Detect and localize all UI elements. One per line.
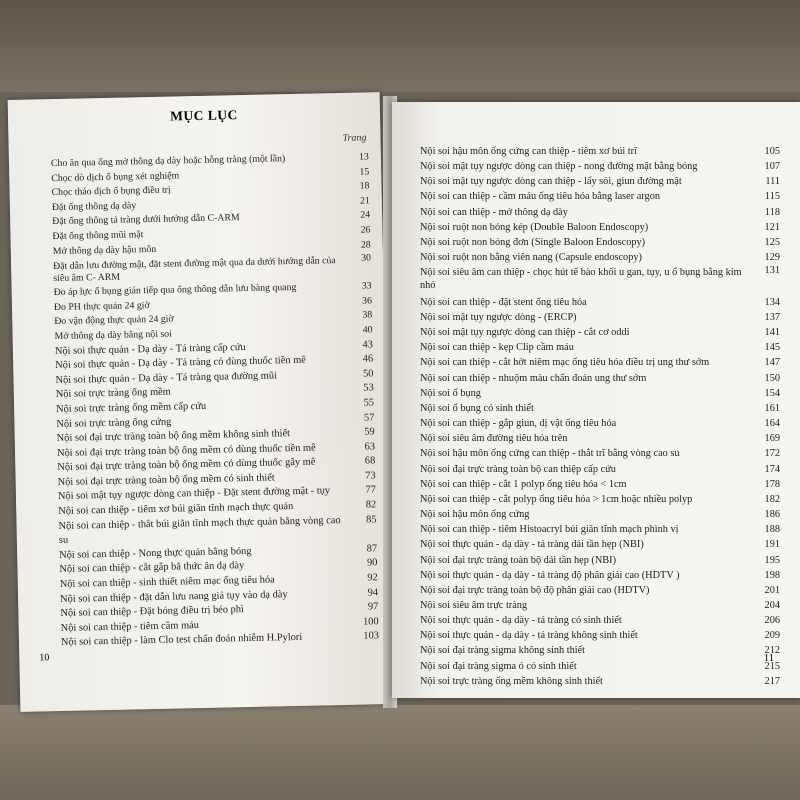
toc-entry <box>420 659 780 674</box>
toc-entry-title: Nội soi mật tụy ngược dòng - (ERCP) <box>420 312 577 323</box>
toc-entry <box>420 643 780 658</box>
toc-entry-title: Nội soi can thiệp - đặt dẫn lưu nang giả tụy vào dạ dày <box>59 588 288 605</box>
toc-entry-page: 100 <box>362 616 379 628</box>
toc-entry-page: 87 <box>366 543 378 555</box>
toc-entry-title: Đặt ống thông tá tràng dưới hướng dẫn C-ARM <box>52 212 240 228</box>
toc-entry <box>420 674 780 689</box>
toc-entry-title: Nội soi can thiệp - thắt búi giãn tĩnh mạch thực quản bằng vòng cao su <box>58 514 341 547</box>
toc-entry-title: Nội soi hậu môn ống cứng can thiệp - thắt trĩ bằng vòng cao su <box>420 448 680 460</box>
toc-entry-title: Đặt dẫn lưu đường mật, đặt stent đường mật qua da dưới hướng dẫn của siêu âm C- ARM <box>53 255 336 284</box>
toc-entry-page: 30 <box>361 252 372 264</box>
right-page <box>392 102 800 698</box>
toc-entry-page: 68 <box>364 455 376 467</box>
toc-entry-page: 131 <box>764 265 780 277</box>
toc-entry-title: Nội soi can thiệp - cắt 1 polyp ống tiêu hóa < 1cm <box>420 478 627 490</box>
toc-entry-title: Nội soi can thiệp - tiêm xơ búi giãn tĩnh mạch thực quản <box>58 501 294 518</box>
toc-entry-page: 201 <box>764 584 780 596</box>
toc-entry-title: Nội soi mật tụy ngược dòng can thiệp - Đặt stent đường mật - tụy <box>57 485 331 503</box>
toc-entry-title: Nội soi thực quản - dạ dày - tá tràng có sinh thiết <box>420 615 622 627</box>
toc-entry <box>420 159 780 174</box>
toc-entry-title: Nội soi đại tràng sigma ó có sinh thiết <box>420 660 577 672</box>
toc-entry-page: 198 <box>764 569 780 581</box>
toc-entry-title: Nội soi trực tràng ống mềm <box>55 386 171 401</box>
toc-entry-title: Nội soi can thiệp - làm Clo test chẩn đoán nhiễm H.Pylori <box>60 632 303 649</box>
toc-entry-page: 63 <box>364 441 376 453</box>
toc-entry-page: 212 <box>764 645 780 657</box>
toc-entry-page: 137 <box>764 312 780 323</box>
toc-entry-title: Nội soi thực quản - dạ dày - tá tràng độ phân giải cao (HDTV ) <box>420 569 680 581</box>
toc-entry-title: Nội soi ruột non bóng đơn (Single Baloon Endoscopy) <box>420 236 646 248</box>
toc-entry <box>420 205 780 220</box>
page-number-left: 10 <box>39 652 50 664</box>
toc-entry-page: 188 <box>764 524 780 536</box>
toc-entry-title: Nội soi đại trực tràng toàn bộ ống mềm có sinh thiết <box>57 472 275 488</box>
toc-entry-title: Nội soi đại trực tràng toàn bộ can thiệp cấp cứu <box>420 463 616 475</box>
toc-entry <box>420 325 780 340</box>
toc-entry-title: Đặt ống thông mũi mật <box>52 229 144 243</box>
toc-entry <box>420 537 780 552</box>
toc-entry <box>420 522 780 537</box>
toc-entry-page: 217 <box>764 675 780 687</box>
toc-entry-title: Nội soi can thiệp - đặt stent ống tiêu hóa <box>420 296 587 308</box>
toc-entry <box>420 583 780 598</box>
toc-entry-page: 111 <box>765 176 780 188</box>
toc-entry-page: 53 <box>363 382 374 394</box>
toc-entry-title: Nội soi đại tràng sigma không sinh thiết <box>420 645 586 657</box>
toc-entry <box>420 477 780 492</box>
toc-entry-page: 107 <box>764 161 780 173</box>
toc-entry <box>420 598 780 613</box>
toc-entry-page: 90 <box>366 557 378 569</box>
toc-entry-page: 161 <box>764 402 780 414</box>
toc-entry-title: Nội soi can thiệp - sinh thiết niêm mạc ống tiêu hóa <box>59 574 275 591</box>
page-number-right: 11 <box>763 653 774 664</box>
background-bottom <box>0 705 800 800</box>
toc-entry <box>420 235 780 250</box>
toc-entry-title: Nội soi trực tràng ống mềm cấp cứu <box>56 400 207 415</box>
toc-entry <box>420 265 780 295</box>
toc-entry-title: Nội soi can thiệp - tiêm Histoacryl búi giãn tĩnh mạch phình vị <box>420 524 679 536</box>
toc-entry-title: Nội soi siêu âm trực tràng <box>420 599 528 611</box>
toc-entry-title: Nội soi siêu âm can thiệp - chọc hút tế bào khối u gan, tụy, u ổ bụng bằng kim nhỏ <box>420 267 742 292</box>
toc-entry-page: 36 <box>362 295 373 307</box>
toc-entry <box>420 613 780 628</box>
toc-entry-page: 174 <box>764 463 780 475</box>
toc-entry-title: Nội soi ruột non bóng kép (Double Baloon Endoscopy) <box>420 221 649 233</box>
toc-entry-page: 26 <box>360 224 371 236</box>
toc-entry-page: 204 <box>764 599 780 611</box>
toc-title: MỤC LỤC <box>170 107 238 124</box>
toc-entry-page: 13 <box>358 151 370 163</box>
toc-entry-title: Nội soi can thiệp - cắt polyp ống tiêu hóa > 1cm hoặc nhiều polyp <box>420 493 693 505</box>
toc-entry-title: Nội soi thực quản - Dạ dày - Tá tràng có dùng thuốc tiền mê <box>55 354 306 372</box>
toc-entry-title: Nội soi trực tràng ống cứng <box>56 416 172 430</box>
page-column-label: Trang <box>342 132 367 144</box>
toc-entry <box>420 371 780 386</box>
toc-entry-page: 115 <box>764 191 780 203</box>
toc-entry <box>420 189 780 204</box>
toc-entry-page: 206 <box>764 615 780 627</box>
right-toc-list <box>420 144 780 689</box>
toc-entry <box>420 144 780 159</box>
toc-entry <box>420 628 780 643</box>
left-toc-list <box>51 150 379 651</box>
toc-entry-title: Nội soi can thiệp - cắt gắp bã thức ăn dạ dày <box>59 560 245 576</box>
toc-entry-page: 28 <box>360 238 371 251</box>
toc-entry-page: 182 <box>764 493 780 505</box>
toc-entry-page: 73 <box>365 470 376 482</box>
toc-entry-title: Nội soi hậu môn ống cứng can thiệp - tiêm xơ búi trĩ <box>420 146 637 157</box>
toc-entry-title: Nội soi thực quản - Dạ dày - Tá tràng qua đường mũi <box>55 370 278 386</box>
toc-entry-page: 18 <box>359 180 370 192</box>
toc-entry-title: Nội soi hậu môn ống cứng <box>420 509 530 521</box>
toc-entry <box>420 446 780 461</box>
toc-entry-title: Nội soi can thiệp - kẹp Clip cầm máu <box>420 342 574 354</box>
toc-entry-title: Nội soi thực quản - Dạ dày - Tá tràng cấp cứu <box>54 341 246 357</box>
toc-entry-page: 94 <box>367 586 379 599</box>
toc-entry-page: 85 <box>365 513 377 526</box>
toc-entry-page: 145 <box>764 342 780 354</box>
toc-entry-title: Đặt ống thông dạ dày <box>51 200 137 213</box>
toc-entry <box>420 386 780 401</box>
toc-entry-page: 215 <box>764 660 780 672</box>
toc-entry-page: 125 <box>764 236 780 248</box>
toc-entry-page: 55 <box>363 397 375 409</box>
toc-entry-title: Nội soi đại trực tràng toàn bộ ống mềm có dùng thuốc gây mê <box>57 456 316 474</box>
toc-entry-page: 118 <box>764 206 780 218</box>
toc-entry-title: Nội soi đại trực tràng toàn bộ ống mềm có dùng thuốc tiền mê <box>56 442 316 459</box>
toc-entry-title: Cho ăn qua ống mở thông dạ dày hoặc hỗng tràng (một lần) <box>50 153 286 170</box>
toc-entry-title: Nội soi ổ bụng có sinh thiết <box>420 402 534 414</box>
toc-entry-page: 172 <box>764 448 780 460</box>
left-page-content <box>50 104 380 649</box>
toc-entry-title: Nội soi can thiệp - tiêm cầm máu <box>60 619 200 634</box>
toc-entry <box>420 310 780 325</box>
toc-entry-page: 50 <box>362 368 374 380</box>
toc-entry <box>420 295 780 310</box>
toc-entry <box>420 355 780 370</box>
toc-entry-page: 150 <box>764 372 780 384</box>
toc-entry-page: 43 <box>362 338 373 351</box>
toc-entry-title: Mở thông dạ dày hậu môn <box>52 243 157 257</box>
toc-entry-title: Nội soi can thiệp - gắp giun, dị vật ống tiêu hóa <box>420 418 617 430</box>
toc-entry <box>420 568 780 583</box>
toc-entry <box>420 174 780 189</box>
toc-entry <box>420 507 780 522</box>
toc-entry-title: Mở thông dạ dày bằng nội soi <box>54 328 172 342</box>
toc-entry-title: Nội soi trực tràng ống mềm không sinh thiết <box>420 675 603 687</box>
toc-entry-page: 92 <box>367 572 378 584</box>
toc-entry-title: Nội soi can thiệp - Nong thực quản bằng bóng <box>59 545 252 561</box>
toc-entry-page: 38 <box>362 309 373 321</box>
toc-entry-title: Nội soi thực quản - dạ dày - tá tràng không sinh thiết <box>420 630 638 642</box>
toc-entry-page: 21 <box>359 195 370 207</box>
toc-entry-page: 129 <box>764 252 780 264</box>
toc-entry-page: 105 <box>764 146 780 157</box>
toc-entry-title: Nội soi thực quản - dạ dày - tá tràng dải tần hẹp (NBI) <box>420 539 644 551</box>
toc-entry-title: Nội soi ổ bụng <box>420 387 481 399</box>
toc-entry <box>420 462 780 477</box>
toc-entry <box>420 220 780 235</box>
toc-entry-title: Nội soi mật tụy ngược dòng can thiệp - cắt cơ oddi <box>420 327 630 339</box>
toc-entry-page: 24 <box>360 209 371 221</box>
toc-entry-page: 169 <box>764 433 780 445</box>
toc-entry-page: 103 <box>363 630 380 643</box>
toc-entry-page: 164 <box>764 418 780 430</box>
toc-entry-title: Nội soi mật tụy ngược dòng can thiệp - nong đường mật bằng bóng <box>420 161 698 173</box>
toc-entry-page: 57 <box>363 411 375 424</box>
toc-entry <box>420 340 780 355</box>
left-page <box>8 92 393 712</box>
toc-entry <box>420 431 780 446</box>
toc-entry-page: 134 <box>764 296 780 308</box>
toc-entry-title: Đo áp lực ổ bụng gián tiếp qua ống thông dẫn lưu bàng quang <box>53 282 297 299</box>
toc-entry-page: 147 <box>764 357 780 369</box>
toc-entry-page: 141 <box>764 327 780 339</box>
toc-entry-title: Nội soi can thiệp - cắt hớt niêm mạc ống tiêu hóa điều trị ung thư sớm <box>420 357 710 369</box>
toc-entry-page: 77 <box>365 484 377 497</box>
toc-entry-title: Nội soi can thiệp - Đặt bóng điều trị béo phì <box>60 604 245 620</box>
toc-entry <box>420 492 780 507</box>
toc-entry-page: 46 <box>362 353 374 365</box>
toc-entry-title: Nội soi ruột non bằng viên nang (Capsule endoscopy) <box>420 252 642 264</box>
toc-entry-page: 15 <box>359 166 370 178</box>
toc-entry-page: 209 <box>764 630 780 642</box>
toc-entry-page: 195 <box>764 554 780 566</box>
toc-entry-title: Nội soi đại trực tràng toàn bộ dải tần hẹp (NBI) <box>420 554 617 566</box>
toc-entry-title: Nội soi can thiệp - nhuộm màu chẩn đoán ung thư sớm <box>420 372 647 384</box>
toc-entry-page: 82 <box>365 499 377 511</box>
toc-entry-page: 97 <box>367 601 379 613</box>
toc-entry-title: Nội soi đại trực tràng toàn bộ ống mềm không sinh thiết <box>56 428 291 445</box>
toc-entry <box>420 416 780 431</box>
toc-entry-title: Đo vận động thực quản 24 giờ <box>54 313 174 328</box>
toc-entry-title: Đo PH thực quản 24 giờ <box>53 299 150 313</box>
toc-entry-title: Chọc tháo dịch ổ bụng điều trị <box>51 184 171 199</box>
toc-entry <box>420 401 780 416</box>
toc-entry-page: 191 <box>764 539 780 551</box>
toc-entry-title: Nội soi mật tụy ngược dòng can thiệp - lấy sỏi, giun đường mật <box>420 176 682 188</box>
toc-entry-title: Nội soi siêu âm đường tiêu hóa trên <box>420 433 568 445</box>
toc-entry-page: 154 <box>764 387 780 399</box>
toc-entry-page: 59 <box>364 426 375 438</box>
toc-entry-page: 186 <box>764 509 780 521</box>
toc-entry <box>420 250 780 265</box>
toc-entry-page: 40 <box>362 324 373 336</box>
toc-entry-title: Chọc dò dịch ổ bụng xét nghiệm <box>51 169 180 184</box>
toc-entry-title: Nội soi đại trực tràng toàn bộ độ phân giải cao (HDTV) <box>420 584 650 596</box>
toc-entry-page: 33 <box>361 280 372 292</box>
toc-entry-page: 121 <box>764 221 780 233</box>
background-top <box>0 0 800 92</box>
toc-entry <box>420 553 780 568</box>
toc-entry-title: Nội soi can thiệp - mở thông dạ dày <box>420 206 568 218</box>
toc-entry-title: Nội soi can thiệp - cầm máu ống tiêu hóa bằng laser argon <box>420 191 661 203</box>
toc-entry-page: 178 <box>764 478 780 490</box>
